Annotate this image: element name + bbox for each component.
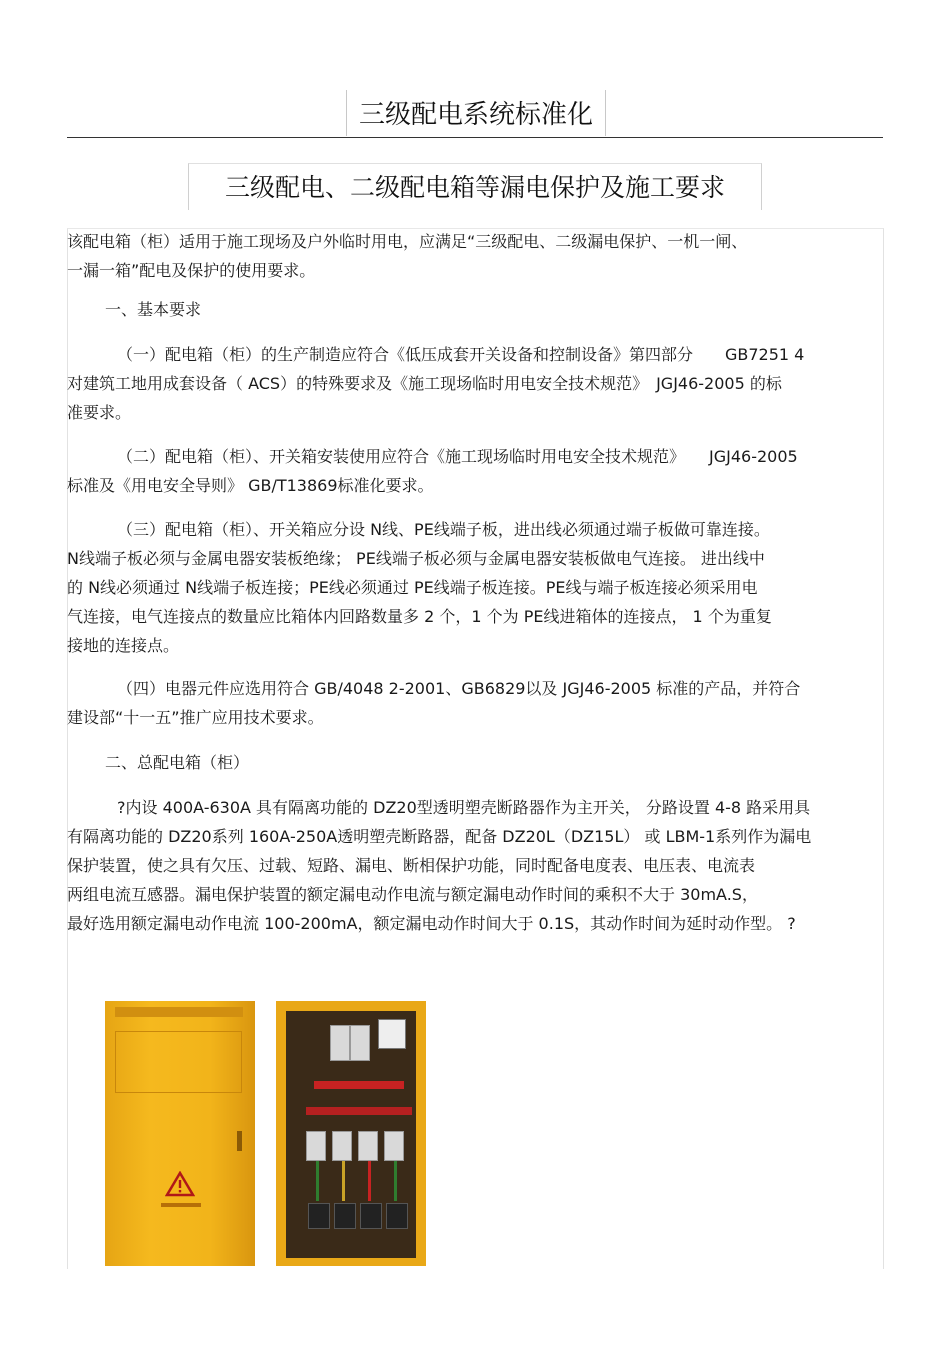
main-line-3: 保护装置，使之具有欠压、过载、短路、漏电、断相保护功能，同时配备电度表、电压表、电流表 bbox=[67, 856, 756, 875]
main-line-2: 有隔离功能的 DZ20系列 160A-250A透明塑壳断路器，配备 DZ20L（DZ15L） 或 LBM-1系列作为漏电 bbox=[67, 827, 812, 846]
wire bbox=[316, 1161, 319, 1201]
main-line-1: ?内设 400A-630A 具有隔离功能的 DZ20型透明塑壳断路器作为主开关， 分路设置 4-8 路采用具 bbox=[117, 798, 811, 817]
branch-breaker bbox=[306, 1131, 326, 1161]
busbar bbox=[314, 1081, 404, 1089]
main-line-4: 两组电流互感器。漏电保护装置的额定漏电动作电流与额定漏电动作时间的乘积不大于 30mA.S， bbox=[67, 885, 758, 904]
energy-meter-icon bbox=[378, 1019, 406, 1049]
basic-item-2 bbox=[67, 442, 885, 500]
relay bbox=[360, 1203, 382, 1229]
item2-line-1: （二）配电箱（柜）、开关箱安装使用应符合《施工现场临时用电安全技术规范》 JGJ46-2005 bbox=[117, 447, 798, 466]
basic-item-3 bbox=[67, 515, 885, 660]
item3-line-1: （三）配电箱（柜）、开关箱应分设 N线、PE线端子板，进出线必须通过端子板做可靠连接。 bbox=[117, 520, 770, 539]
main-box-paragraph bbox=[67, 793, 885, 938]
header-divider bbox=[67, 137, 883, 138]
section-title-box bbox=[188, 163, 762, 210]
cabinet-handle bbox=[237, 1131, 242, 1151]
intro-paragraph bbox=[67, 227, 885, 285]
basic-item-1 bbox=[67, 340, 885, 427]
intro-line-2: 一漏一箱”配电及保护的使用要求。 bbox=[67, 261, 316, 280]
section-title: 三级配电、二级配电箱等漏电保护及施工要求 bbox=[224, 173, 725, 202]
main-line-5: 最好选用额定漏电动作电流 100-200mA，额定漏电动作时间大于 0.1S，其动作时间为延时动作型。 ? bbox=[67, 914, 796, 933]
relay bbox=[386, 1203, 408, 1229]
document-header bbox=[346, 90, 606, 136]
document-title: 三级配电系统标准化 bbox=[358, 100, 593, 130]
item1-line-2: 对建筑工地用成套设备（ ACS）的特殊要求及《施工现场临时用电安全技术规范》 JGJ46-2005 的标 bbox=[67, 374, 782, 393]
item4-line-2: 建设部“十一五”推广应用技术要求。 bbox=[67, 708, 324, 727]
cabinet-interior bbox=[286, 1011, 416, 1258]
closed-cabinet-photo bbox=[105, 1001, 255, 1266]
main-box-heading-text: 二、总配电箱（柜） bbox=[105, 753, 250, 772]
relay bbox=[334, 1203, 356, 1229]
item3-line-4: 气连接，电气连接点的数量应比箱体内回路数量多 2 个，1 个为 PE线进箱体的连接点， 1 个为重复 bbox=[67, 607, 772, 626]
open-cabinet-photo bbox=[276, 1001, 426, 1266]
main-breaker bbox=[330, 1025, 350, 1061]
item3-line-2: N线端子板必须与金属电器安装板绝缘； PE线端子板必须与金属电器安装板做电气连接。 进出线中 bbox=[67, 549, 765, 568]
relay bbox=[308, 1203, 330, 1229]
basic-heading bbox=[67, 295, 885, 324]
item1-line-3: 准要求。 bbox=[67, 403, 132, 422]
item3-line-3: 的 N线必须通过 N线端子板连接；PE线必须通过 PE线端子板连接。PE线与端子板连接必须采用电 bbox=[67, 578, 758, 597]
item3-line-5: 接地的连接点。 bbox=[67, 636, 180, 655]
item2-line-2: 标准及《用电安全导则》 GB/T13869标准化要求。 bbox=[67, 476, 434, 495]
wire bbox=[394, 1161, 397, 1201]
basic-heading-text: 一、基本要求 bbox=[105, 300, 202, 319]
basic-item-4 bbox=[67, 674, 885, 732]
main-box-heading bbox=[67, 748, 885, 777]
item1-line-1: （一）配电箱（柜）的生产制造应符合《低压成套开关设备和控制设备》第四部分 GB7251 4 bbox=[117, 345, 805, 364]
warning-triangle-icon bbox=[165, 1171, 195, 1197]
wire bbox=[342, 1161, 345, 1201]
cabinet-vent bbox=[115, 1007, 243, 1017]
wire bbox=[368, 1161, 371, 1201]
item4-line-1: （四）电器元件应选用符合 GB/4048 2-2001、GB6829以及 JGJ46-2005 标准的产品，并符合 bbox=[117, 679, 801, 698]
main-breaker bbox=[350, 1025, 370, 1061]
branch-breaker bbox=[358, 1131, 378, 1161]
warning-label bbox=[161, 1203, 201, 1207]
branch-breaker bbox=[332, 1131, 352, 1161]
cabinet-door-panel bbox=[115, 1031, 242, 1093]
intro-line-1: 该配电箱（柜）适用于施工现场及户外临时用电，应满足“三级配电、二级漏电保护、一机一闸、 bbox=[67, 232, 748, 251]
branch-breaker bbox=[384, 1131, 404, 1161]
busbar bbox=[306, 1107, 412, 1115]
